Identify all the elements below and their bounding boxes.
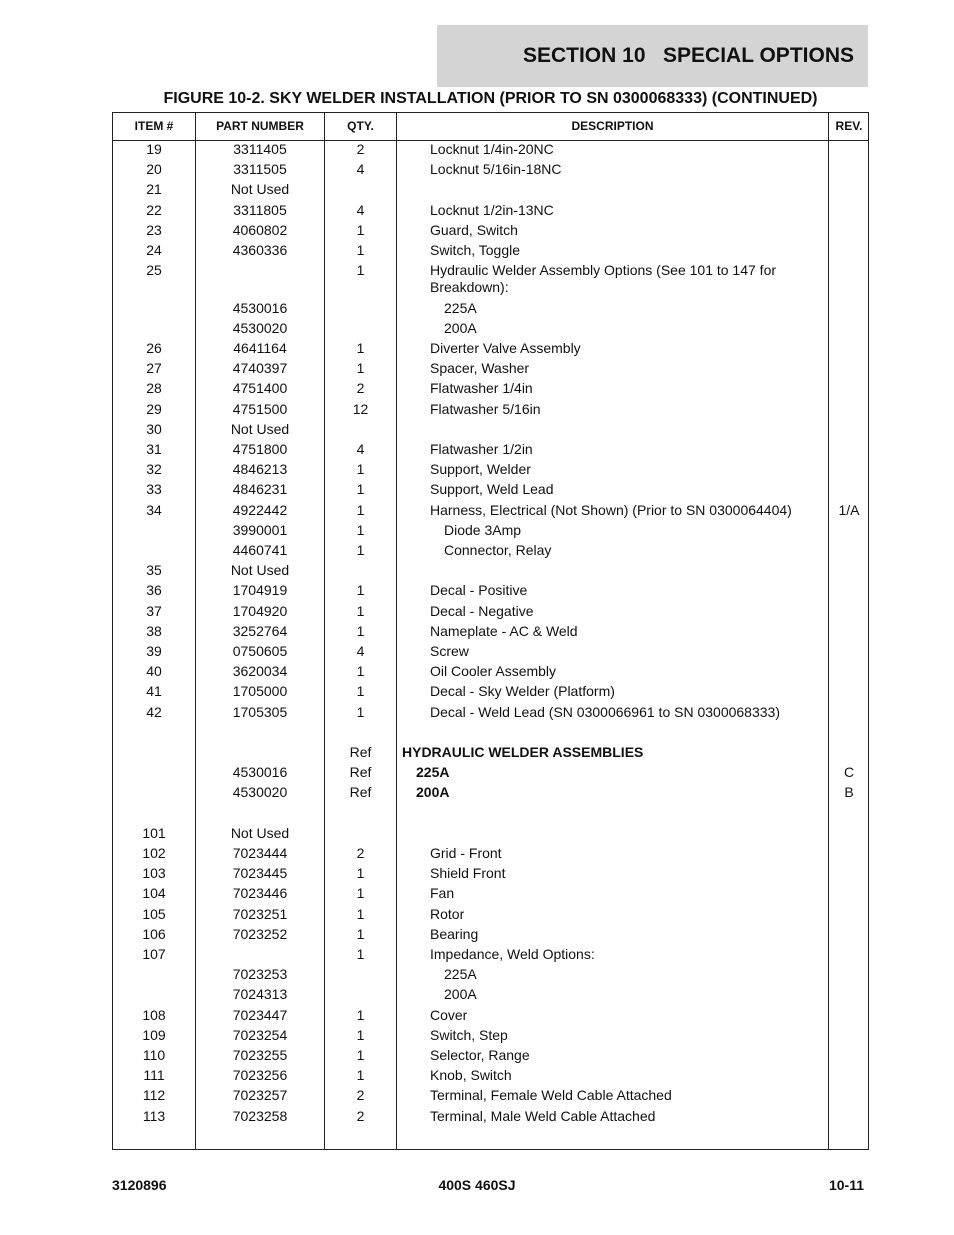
part-number-cell: 4751500 bbox=[232, 400, 288, 417]
part-number-cell: 7024313 bbox=[232, 986, 288, 1003]
part-number-cell: 1705000 bbox=[232, 683, 288, 700]
item-cell: 108 bbox=[142, 1006, 166, 1023]
item-cell: 41 bbox=[146, 683, 162, 700]
part-number-cell: 4530016 bbox=[232, 299, 288, 316]
qty-cell: 2 bbox=[356, 141, 365, 157]
part-number-cell: 4460741 bbox=[232, 541, 288, 558]
item-cell: 39 bbox=[146, 642, 162, 659]
item-cell: 26 bbox=[146, 339, 162, 356]
description-cell: Connector, Relay bbox=[444, 541, 552, 558]
part-number-cell: Not Used bbox=[230, 824, 290, 841]
item-cell: 101 bbox=[142, 824, 166, 841]
description-cell: Hydraulic Welder Assembly Options (See 101 to 147 for Breakdown): bbox=[430, 262, 777, 296]
part-number-cell: 4641164 bbox=[233, 339, 287, 356]
part-number-cell: 1704920 bbox=[232, 602, 288, 619]
item-cell: 29 bbox=[146, 400, 162, 417]
part-number-cell: 4530020 bbox=[232, 319, 288, 336]
qty-cell: 12 bbox=[352, 400, 369, 417]
part-number-cell: 4530016 bbox=[232, 764, 288, 781]
qty-cell: 1 bbox=[356, 683, 365, 700]
rev-cell: B bbox=[844, 784, 854, 801]
description-cell: Cover bbox=[430, 1006, 468, 1023]
description-cell: Shield Front bbox=[430, 865, 506, 882]
qty-cell: Ref bbox=[349, 784, 372, 801]
part-number-cell: 3252764 bbox=[232, 622, 288, 639]
description-cell: HYDRAULIC WELDER ASSEMBLIES bbox=[402, 743, 644, 760]
qty-cell: 1 bbox=[356, 663, 365, 680]
part-number-cell: 7023446 bbox=[232, 885, 288, 902]
footer-model: 400S 460SJ bbox=[438, 1177, 516, 1193]
part-number-cell: 1704919 bbox=[232, 582, 288, 599]
part-number-cell: 7023255 bbox=[232, 1046, 288, 1063]
description-cell: 225A bbox=[444, 299, 477, 316]
part-number-cell: 1705305 bbox=[232, 703, 288, 720]
qty-cell: 1 bbox=[356, 602, 365, 619]
part-number-cell: 4846231 bbox=[232, 481, 288, 498]
item-cell: 20 bbox=[146, 161, 162, 178]
qty-cell: 1 bbox=[356, 1046, 365, 1063]
part-number-cell: Not Used bbox=[230, 420, 290, 437]
item-cell: 32 bbox=[146, 461, 162, 478]
item-cell: 107 bbox=[142, 945, 166, 962]
description-cell: Locknut 5/16in-18NC bbox=[430, 161, 562, 178]
part-number-cell: 7023254 bbox=[232, 1026, 288, 1043]
qty-cell: 1 bbox=[356, 703, 365, 720]
part-number-cell: 4740397 bbox=[232, 360, 288, 377]
item-cell: 21 bbox=[146, 181, 162, 198]
qty-cell: 1 bbox=[356, 360, 365, 377]
item-cell: 36 bbox=[146, 582, 162, 599]
part-number-cell: 7023257 bbox=[232, 1087, 288, 1104]
qty-cell: 1 bbox=[356, 865, 365, 882]
rev-cell: 1/A bbox=[838, 501, 860, 518]
part-number-cell: 3311805 bbox=[233, 201, 287, 218]
header-rev: REV. bbox=[835, 119, 863, 133]
qty-cell: 2 bbox=[356, 380, 365, 397]
item-cell: 25 bbox=[146, 262, 162, 279]
part-number-cell: 4751800 bbox=[232, 440, 288, 457]
item-cell: 38 bbox=[146, 622, 162, 639]
item-cell: 110 bbox=[142, 1046, 166, 1063]
qty-cell: 4 bbox=[356, 201, 365, 218]
description-cell: Flatwasher 5/16in bbox=[430, 400, 541, 417]
item-cell: 30 bbox=[146, 420, 162, 437]
description-cell: 225A bbox=[416, 764, 450, 781]
description-cell: Support, Welder bbox=[430, 461, 531, 478]
qty-cell: 2 bbox=[356, 1107, 365, 1124]
part-number-cell: 7023447 bbox=[232, 1006, 288, 1023]
qty-cell: Ref bbox=[349, 764, 372, 781]
description-cell: Support, Weld Lead bbox=[430, 481, 554, 498]
item-cell: 19 bbox=[146, 141, 162, 157]
part-number-cell: 4360336 bbox=[232, 242, 288, 258]
section-header bbox=[437, 25, 868, 87]
item-cell: 109 bbox=[142, 1026, 166, 1043]
description-cell: Locknut 1/4in-20NC bbox=[430, 141, 554, 157]
part-number-cell: 3620034 bbox=[232, 663, 288, 680]
item-cell: 113 bbox=[142, 1107, 166, 1124]
description-cell: Knob, Switch bbox=[430, 1067, 512, 1084]
qty-cell: 1 bbox=[356, 262, 365, 279]
header-part-number: PART NUMBER bbox=[216, 119, 304, 133]
description-cell: Nameplate - AC & Weld bbox=[430, 622, 578, 639]
part-number-cell: 7023444 bbox=[232, 844, 288, 861]
part-number-cell: Not Used bbox=[230, 562, 290, 579]
description-cell: Switch, Toggle bbox=[430, 242, 521, 258]
description-cell: Diverter Valve Assembly bbox=[430, 339, 581, 356]
qty-cell: Ref bbox=[349, 743, 372, 760]
table-header-row bbox=[113, 113, 868, 141]
part-number-cell: 7023445 bbox=[232, 865, 288, 882]
qty-cell: 1 bbox=[356, 461, 365, 478]
part-number-cell: 7023252 bbox=[232, 925, 288, 942]
section-title: SECTION 10 SPECIAL OPTIONS bbox=[522, 44, 854, 67]
qty-cell: 1 bbox=[356, 1067, 365, 1084]
part-number-cell: 0750605 bbox=[232, 642, 288, 659]
item-cell: 102 bbox=[142, 844, 166, 861]
description-cell: Flatwasher 1/4in bbox=[430, 380, 533, 397]
item-cell: 22 bbox=[146, 201, 162, 218]
item-cell: 112 bbox=[142, 1087, 166, 1104]
qty-cell: 1 bbox=[356, 905, 365, 922]
part-number-cell: 7023258 bbox=[232, 1107, 288, 1124]
header-qty: QTY. bbox=[347, 119, 374, 133]
column-divider bbox=[396, 113, 397, 1149]
description-cell: 225A bbox=[444, 966, 477, 983]
qty-cell: 1 bbox=[356, 945, 365, 962]
item-cell: 27 bbox=[146, 360, 162, 377]
description-cell: Rotor bbox=[430, 905, 465, 922]
description-cell: Oil Cooler Assembly bbox=[430, 663, 557, 680]
qty-cell: 1 bbox=[356, 622, 365, 639]
qty-cell: 1 bbox=[356, 339, 365, 356]
qty-cell: 4 bbox=[356, 440, 365, 457]
item-cell: 106 bbox=[142, 925, 166, 942]
qty-cell: 1 bbox=[356, 501, 365, 518]
item-cell: 24 bbox=[146, 242, 162, 258]
figure-title: FIGURE 10-2. SKY WELDER INSTALLATION (PRIOR TO SN 0300068333) (CONTINUED) bbox=[163, 90, 818, 107]
description-cell: Screw bbox=[430, 642, 469, 659]
qty-cell: 1 bbox=[356, 242, 365, 258]
qty-cell: 1 bbox=[356, 221, 365, 238]
description-cell: Decal - Weld Lead (SN 0300066961 to SN 0300068333) bbox=[430, 703, 780, 720]
parts-table bbox=[112, 112, 869, 1150]
qty-cell: 4 bbox=[356, 642, 365, 659]
item-cell: 40 bbox=[146, 663, 162, 680]
item-cell: 35 bbox=[146, 562, 162, 579]
description-cell: Switch, Step bbox=[430, 1026, 508, 1043]
qty-cell: 1 bbox=[356, 521, 365, 538]
item-cell: 111 bbox=[143, 1067, 165, 1084]
qty-cell: 1 bbox=[356, 925, 365, 942]
part-number-cell: 4060802 bbox=[232, 221, 288, 238]
header-description: DESCRIPTION bbox=[571, 119, 654, 133]
part-number-cell: Not Used bbox=[230, 181, 290, 198]
description-cell: Decal - Sky Welder (Platform) bbox=[430, 683, 615, 700]
item-cell: 34 bbox=[146, 501, 162, 518]
part-number-cell: 3311505 bbox=[233, 161, 287, 178]
item-cell: 37 bbox=[146, 602, 162, 619]
qty-cell: 1 bbox=[356, 582, 365, 599]
description-cell: Guard, Switch bbox=[430, 221, 518, 238]
item-cell: 103 bbox=[142, 865, 166, 882]
description-cell: Decal - Negative bbox=[430, 602, 534, 619]
qty-cell: 1 bbox=[356, 1026, 365, 1043]
header-item: ITEM # bbox=[134, 119, 174, 133]
item-cell: 31 bbox=[146, 440, 162, 457]
part-number-cell: 4922442 bbox=[232, 501, 288, 518]
part-number-cell: 3311405 bbox=[233, 141, 287, 157]
item-cell: 105 bbox=[142, 905, 166, 922]
qty-cell: 2 bbox=[356, 844, 365, 861]
description-cell: Decal - Positive bbox=[430, 582, 528, 599]
description-cell: 200A bbox=[444, 986, 477, 1003]
part-number-cell: 3990001 bbox=[232, 521, 288, 538]
part-number-cell: 4530020 bbox=[232, 784, 288, 801]
description-cell: 200A bbox=[444, 319, 477, 336]
item-cell: 28 bbox=[146, 380, 162, 397]
description-cell: Grid - Front bbox=[430, 844, 502, 861]
description-cell: Spacer, Washer bbox=[430, 360, 530, 377]
item-cell: 42 bbox=[146, 703, 162, 720]
description-cell: Flatwasher 1/2in bbox=[430, 440, 533, 457]
description-cell: Diode 3Amp bbox=[444, 521, 522, 538]
part-number-cell: 7023256 bbox=[232, 1067, 288, 1084]
description-cell: Locknut 1/2in-13NC bbox=[430, 201, 554, 218]
description-cell: Fan bbox=[430, 885, 455, 902]
footer-page-number: 10-11 bbox=[828, 1177, 864, 1193]
part-number-cell: 4751400 bbox=[232, 380, 288, 397]
part-number-cell: 7023253 bbox=[232, 966, 288, 983]
qty-cell: 4 bbox=[356, 161, 365, 178]
description-cell: Harness, Electrical (Not Shown) (Prior to SN 0300064404) bbox=[430, 501, 792, 518]
description-cell: 200A bbox=[416, 784, 450, 801]
description-cell: Bearing bbox=[430, 925, 479, 942]
item-cell: 33 bbox=[146, 481, 162, 498]
description-cell: Terminal, Female Weld Cable Attached bbox=[430, 1087, 672, 1104]
rev-cell: C bbox=[843, 764, 855, 781]
qty-cell: 1 bbox=[356, 481, 365, 498]
item-cell: 23 bbox=[146, 221, 162, 238]
part-number-cell: 4846213 bbox=[232, 461, 288, 478]
part-number-cell: 7023251 bbox=[232, 905, 288, 922]
description-cell: Terminal, Male Weld Cable Attached bbox=[430, 1107, 656, 1124]
qty-cell: 1 bbox=[356, 1006, 365, 1023]
item-cell: 104 bbox=[142, 885, 166, 902]
footer-doc-number: 3120896 bbox=[112, 1177, 167, 1193]
qty-cell: 1 bbox=[356, 541, 365, 558]
description-cell: Impedance, Weld Options: bbox=[430, 945, 595, 962]
qty-cell: 2 bbox=[356, 1087, 365, 1104]
qty-cell: 1 bbox=[356, 885, 365, 902]
description-cell: Selector, Range bbox=[430, 1046, 530, 1063]
